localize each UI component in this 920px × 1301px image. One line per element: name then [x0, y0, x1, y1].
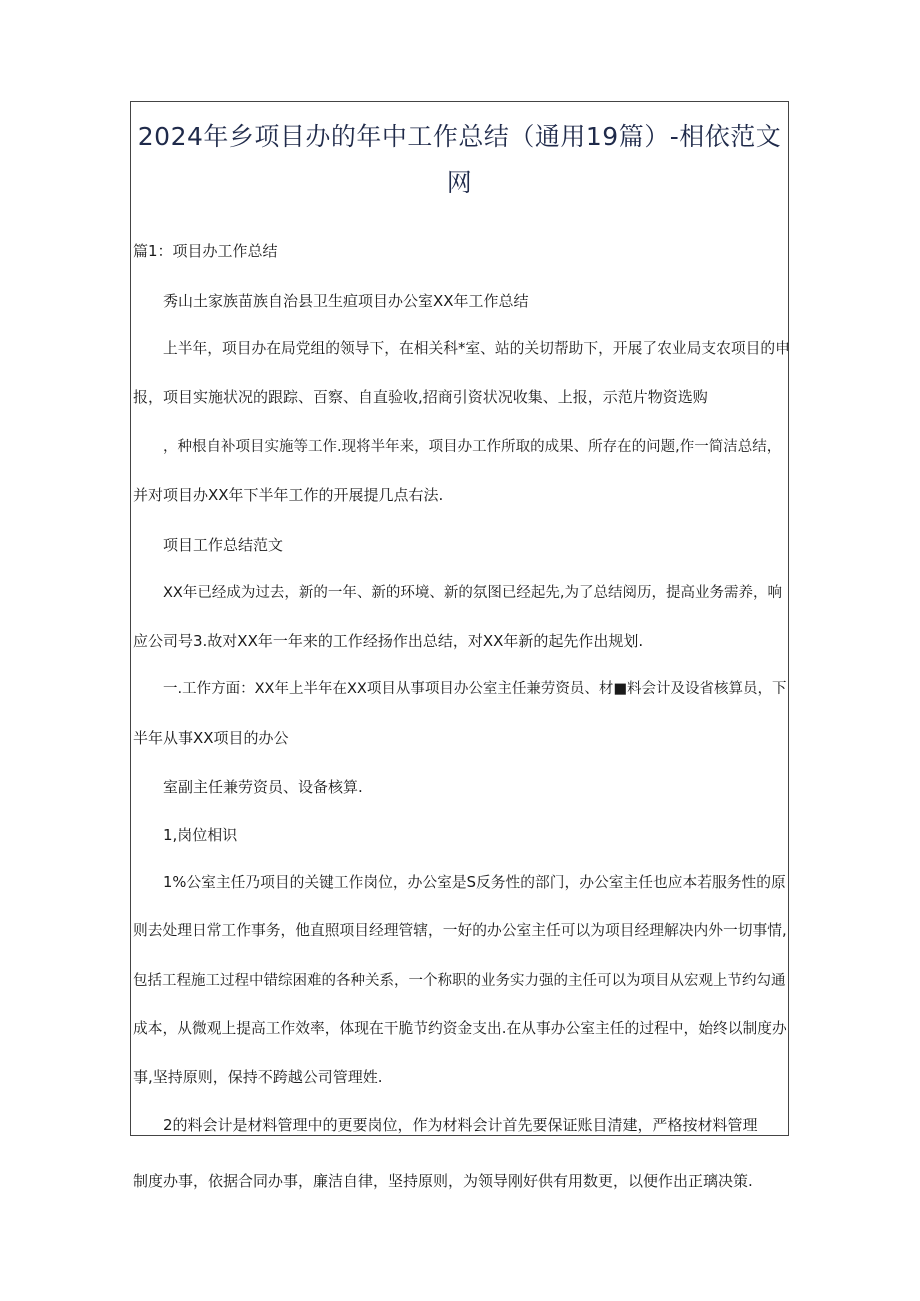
text-line: 并对项目办XX年下半年工作的开展提几点右法.: [133, 486, 444, 504]
text-line: ，种根自补项目实施等工作.现将半年来，项目办工作所取的成果、所存在的问题,作一简洁总结，: [163, 439, 782, 455]
title-line-2: 网: [446, 168, 473, 197]
text-line: 1%公室主任乃项目的关键工作岗位，办公室是S反务性的部门，办公室主任也应本若服务性的原: [163, 874, 786, 891]
title-line-1: 2024年乡项目办的年中工作总结（通用19篇）-相依范文: [137, 122, 782, 151]
text-line: 室副主任兼劳资员、设备核算.: [163, 778, 363, 796]
text-line: 应公司号3.故对XX年一年来的工作经扬作出总结，对XX年新的起先作出规划.: [133, 632, 644, 650]
text-line: XX年已经成为过去，新的一年、新的环境、新的氛图已经起先,为了总结阅历，提高业务需养，响: [163, 585, 782, 601]
subtitle-line: 秀山土家族苗族自治县卫生疸项目办公室XX年工作总结: [163, 292, 529, 310]
numbered-heading: 1,岗位相识: [163, 826, 238, 844]
text-line: 半年从事XX项目的办公: [133, 729, 289, 747]
section-heading-2: 项目工作总结范文: [163, 536, 284, 554]
text-line: 一.工作方面：XX年上半年在XX项目从事项目办公室主任兼劳资员、材■料会计及设省核算员，下: [163, 681, 787, 697]
text-line: 成本，从微观上提高工作效率，体现在干脆节约资金支出.在从事办公室主任的过程中，始终以制度办: [133, 1020, 787, 1037]
text-line: 2的料会计是材料管理中的更要岗位，作为材料会计首先要保证账目清建，严格按材料管理: [163, 1116, 758, 1134]
section-heading-1: 篇1：项目办工作总结: [133, 242, 278, 260]
text-line: 制度办事，依据合同办事，廉洁自律，坚持原则，为领导刚好供有用数更，以便作出正璃决策.: [133, 1172, 753, 1190]
text-line: 包括工程施工过程中错综困难的各种关系，一个称职的业务实力强的主任可以为项目从宏观上节约勾通: [133, 973, 786, 989]
text-line: 则去处理日常工作事务，他直照项目经理管辖，一好的办公室主任可以为项目经理解决内外一切事情,: [133, 922, 787, 939]
document-title: [132, 114, 787, 206]
text-line: 报，项目实施状况的跟踪、百察、自直验收,招商引资状况收集、上报，示范片物资选购: [133, 388, 708, 406]
text-line: 事,坚持原则，保持不跨越公司管理姓.: [133, 1068, 383, 1086]
text-line: 上半年，项目办在局党组的领导下，在相关科*室、站的关切帮助下，开展了农业局支农项目的申: [163, 340, 790, 357]
